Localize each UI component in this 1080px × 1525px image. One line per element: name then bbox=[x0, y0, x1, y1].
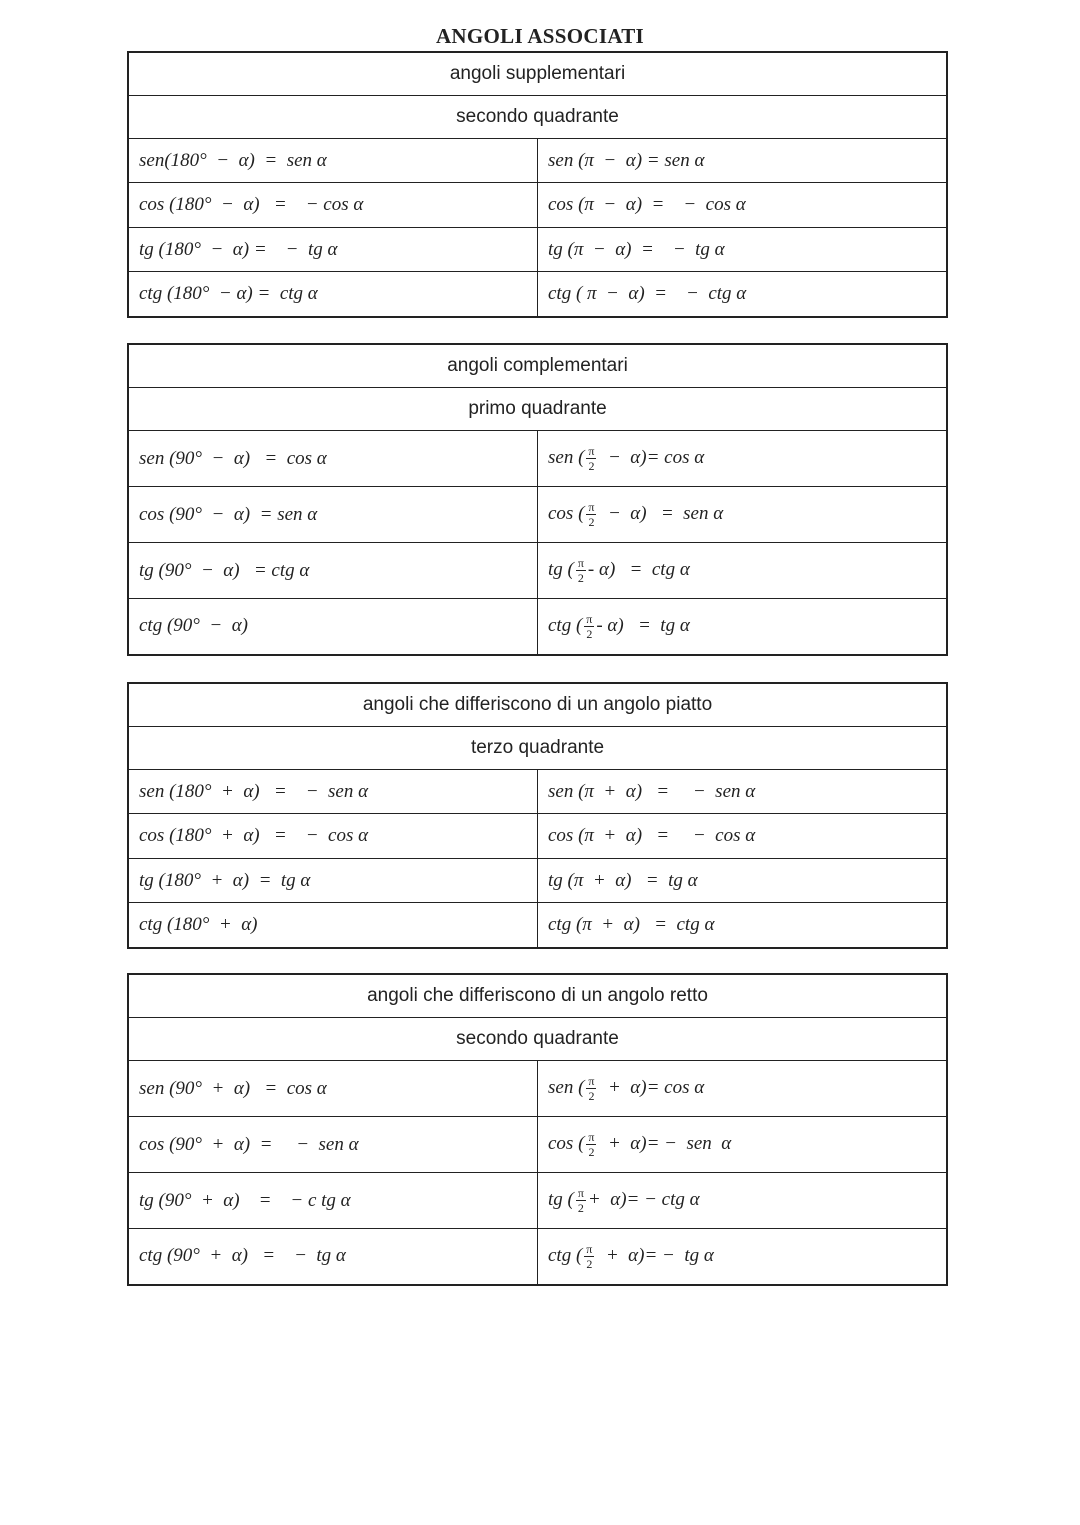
formula-degrees: ctg (180° − α) = ctg α bbox=[128, 272, 538, 317]
formula-radians: ctg ( $\frac{\pi}{2}$ + α)= − tg α bbox=[538, 1229, 948, 1285]
formula-row bbox=[128, 814, 947, 859]
formula-row bbox=[128, 1229, 947, 1285]
formula-radians: cos (π + α) = − cos α bbox=[538, 814, 948, 859]
formula-row bbox=[128, 487, 947, 543]
formula-row bbox=[128, 431, 947, 487]
formula-degrees: ctg (90° + α) = − tg α bbox=[128, 1229, 538, 1285]
formula-degrees: tg (90° + α) = − c tg α bbox=[128, 1173, 538, 1229]
formula-radians: ctg ( $\frac{\pi}{2}$ - α) = tg α bbox=[538, 599, 948, 655]
section-heading: angoli che differiscono di un angolo piatto bbox=[128, 683, 947, 727]
formula-radians: ctg (π + α) = ctg α bbox=[538, 903, 948, 948]
formula-radians: sen ( $\frac{\pi}{2}$ − α)= cos α bbox=[538, 431, 948, 487]
formula-radians: tg ( $\frac{\pi}{2}$ + α)= − ctg α bbox=[538, 1173, 948, 1229]
table-angolo-retto bbox=[127, 973, 948, 1286]
formula-degrees: sen(180° − α) = sen α bbox=[128, 139, 538, 183]
formula-row bbox=[128, 770, 947, 814]
formula-row bbox=[128, 228, 947, 272]
formula-radians: cos ( $\frac{\pi}{2}$ + α)= − sen α bbox=[538, 1117, 948, 1173]
formula-radians: tg ( $\frac{\pi}{2}$ - α) = ctg α bbox=[538, 543, 948, 599]
section-heading: angoli che differiscono di un angolo retto bbox=[128, 974, 947, 1018]
pi-over-2-fraction: $\frac{\pi}{2}$ bbox=[577, 1186, 584, 1215]
formula-degrees: cos (180° + α) = − cos α bbox=[128, 814, 538, 859]
page-title: ANGOLI ASSOCIATI bbox=[435, 24, 645, 48]
formula-radians: sen (π + α) = − sen α bbox=[538, 770, 948, 814]
formula-row bbox=[128, 859, 947, 903]
formula-radians: cos (π − α) = − cos α bbox=[538, 183, 948, 228]
table-angoli-complementari bbox=[127, 343, 948, 656]
quadrant-label: primo quadrante bbox=[128, 388, 947, 431]
pi-over-2-fraction: $\frac{\pi}{2}$ bbox=[588, 1130, 595, 1159]
formula-degrees: tg (180° − α) = − tg α bbox=[128, 228, 538, 272]
formula-row bbox=[128, 139, 947, 183]
formula-degrees: cos (90° + α) = − sen α bbox=[128, 1117, 538, 1173]
formula-row bbox=[128, 903, 947, 948]
section-heading: angoli supplementari bbox=[128, 52, 947, 96]
formula-degrees: ctg (180° + α) bbox=[128, 903, 538, 948]
formula-row bbox=[128, 1117, 947, 1173]
formula-degrees: sen (90° − α) = cos α bbox=[128, 431, 538, 487]
pi-over-2-fraction: $\frac{\pi}{2}$ bbox=[586, 611, 593, 641]
formula-degrees: cos (90° − α) = sen α bbox=[128, 487, 538, 543]
formula-radians: tg (π + α) = tg α bbox=[538, 859, 948, 903]
formula-row bbox=[128, 183, 947, 228]
formula-radians: sen (π − α) = sen α bbox=[538, 139, 948, 183]
section-heading: angoli complementari bbox=[128, 344, 947, 388]
formula-row bbox=[128, 543, 947, 599]
table-angoli-supplementari bbox=[127, 51, 948, 318]
pi-over-2-fraction: $\frac{\pi}{2}$ bbox=[588, 444, 595, 473]
formula-row bbox=[128, 1173, 947, 1229]
pi-over-2-fraction: $\frac{\pi}{2}$ bbox=[586, 1241, 593, 1271]
formula-degrees: tg (180° + α) = tg α bbox=[128, 859, 538, 903]
formula-degrees: cos (180° − α) = − cos α bbox=[128, 183, 538, 228]
formula-degrees: tg (90° − α) = ctg α bbox=[128, 543, 538, 599]
table-angolo-piatto bbox=[127, 682, 948, 949]
formula-row bbox=[128, 1061, 947, 1117]
formula-radians: sen ( $\frac{\pi}{2}$ + α)= cos α bbox=[538, 1061, 948, 1117]
formula-degrees: sen (90° + α) = cos α bbox=[128, 1061, 538, 1117]
formula-radians: tg (π − α) = − tg α bbox=[538, 228, 948, 272]
pi-over-2-fraction: $\frac{\pi}{2}$ bbox=[577, 556, 584, 585]
formula-row bbox=[128, 272, 947, 317]
quadrant-label: secondo quadrante bbox=[128, 96, 947, 139]
formula-radians: cos ( $\frac{\pi}{2}$ − α) = sen α bbox=[538, 487, 948, 543]
pi-over-2-fraction: $\frac{\pi}{2}$ bbox=[588, 500, 595, 529]
pi-over-2-fraction: $\frac{\pi}{2}$ bbox=[588, 1074, 595, 1103]
formula-degrees: sen (180° + α) = − sen α bbox=[128, 770, 538, 814]
quadrant-label: secondo quadrante bbox=[128, 1018, 947, 1061]
formula-radians: ctg ( π − α) = − ctg α bbox=[538, 272, 948, 317]
formula-degrees: ctg (90° − α) bbox=[128, 599, 538, 655]
formula-row bbox=[128, 599, 947, 655]
quadrant-label: terzo quadrante bbox=[128, 727, 947, 770]
